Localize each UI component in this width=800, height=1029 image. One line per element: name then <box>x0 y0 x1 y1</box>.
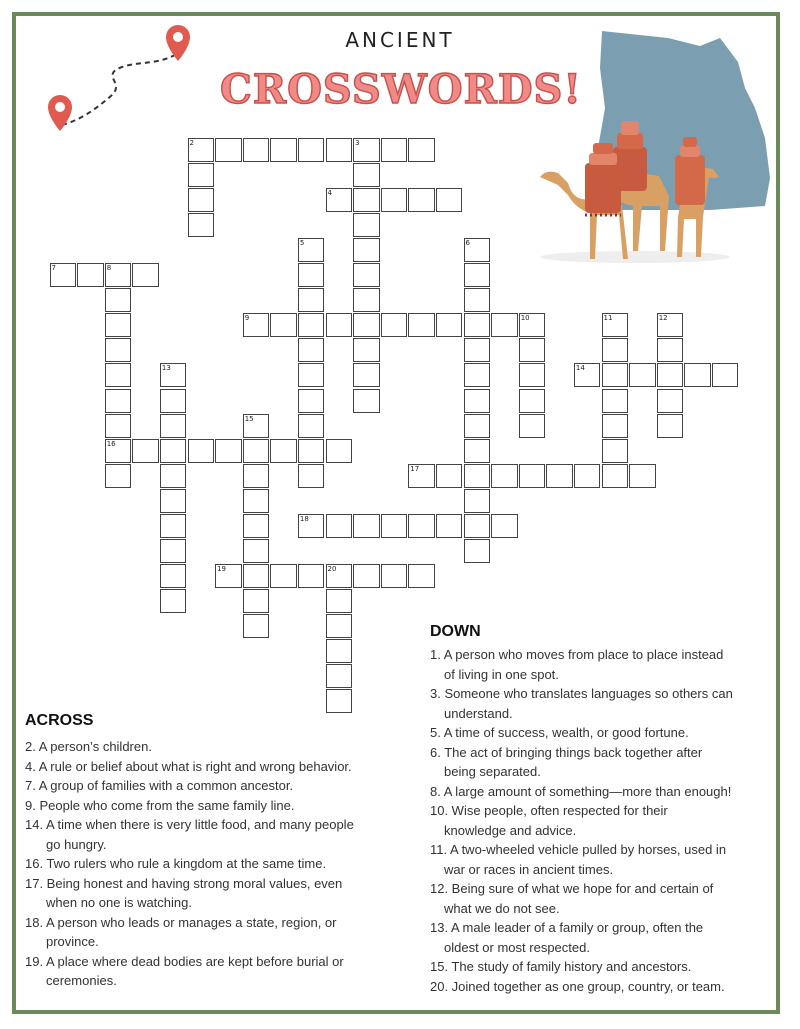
grid-clue-number: 11 <box>603 314 613 323</box>
grid-cell[interactable] <box>298 288 325 312</box>
grid-cell[interactable] <box>353 238 380 262</box>
grid-cell[interactable] <box>491 313 518 337</box>
grid-cell[interactable] <box>326 614 353 638</box>
grid-cell[interactable] <box>602 363 629 387</box>
grid-cell[interactable] <box>657 363 684 387</box>
clue-item <box>25 815 354 854</box>
clue-item <box>25 776 293 796</box>
grid-cell[interactable] <box>298 464 325 488</box>
clue-line: 20. Joined together as one group, country, or team. <box>430 978 725 994</box>
grid-cell[interactable] <box>436 313 463 337</box>
clue-line: 14. A time when there is very little food, and many people <box>25 817 354 832</box>
clue-line: 9. People who come from the same family line. <box>25 797 295 813</box>
title-ancient: ANCIENT <box>345 28 455 52</box>
grid-cell[interactable] <box>629 464 656 488</box>
grid-cell[interactable] <box>326 514 353 538</box>
grid-cell[interactable] <box>298 414 325 438</box>
grid-cell[interactable] <box>243 514 270 538</box>
grid-cell[interactable] <box>353 263 380 287</box>
clue-item <box>25 874 342 913</box>
grid-cell[interactable] <box>160 439 187 463</box>
grid-cell[interactable] <box>270 439 297 463</box>
grid-cell[interactable] <box>408 514 435 538</box>
grid-cell[interactable] <box>436 464 463 488</box>
clue-item <box>430 782 731 802</box>
grid-cell[interactable] <box>326 689 353 713</box>
grid-cell[interactable] <box>298 363 325 387</box>
grid-clue-number: 12 <box>658 314 668 323</box>
title-crosswords: CROSSWORDS! <box>220 66 582 113</box>
grid-cell[interactable] <box>298 389 325 413</box>
clue-line-continued: when no one is watching. <box>46 895 192 910</box>
grid-cell[interactable] <box>408 188 435 212</box>
grid-cell[interactable] <box>243 489 270 513</box>
grid-cell[interactable] <box>160 564 187 588</box>
grid-cell[interactable] <box>188 213 215 237</box>
grid-cell[interactable] <box>188 163 215 187</box>
clue-line-continued: ceremonies. <box>46 973 117 988</box>
grid-cell[interactable] <box>657 414 684 438</box>
grid-cell[interactable] <box>243 138 270 162</box>
grid-cell[interactable] <box>408 313 435 337</box>
clue-item <box>430 977 725 997</box>
clue-item <box>430 957 691 977</box>
clue-line-continued: what we do not see. <box>444 900 560 916</box>
grid-cell[interactable] <box>464 313 491 337</box>
grid-cell[interactable] <box>105 363 132 387</box>
grid-cell[interactable] <box>381 514 408 538</box>
grid-cell[interactable] <box>105 288 132 312</box>
grid-cell[interactable] <box>188 188 215 212</box>
grid-cell[interactable] <box>298 439 325 463</box>
grid-cell[interactable] <box>270 564 297 588</box>
clue-line: 4. A rule or belief about what is right and wrong behavior. <box>25 758 352 774</box>
grid-cell[interactable] <box>464 539 491 563</box>
grid-cell[interactable] <box>160 539 187 563</box>
grid-cell[interactable] <box>353 288 380 312</box>
grid-cell[interactable] <box>326 313 353 337</box>
grid-cell[interactable] <box>188 439 215 463</box>
clue-line: 2. A person’s children. <box>25 739 152 754</box>
grid-cell[interactable] <box>464 263 491 287</box>
grid-cell[interactable] <box>298 138 325 162</box>
grid-cell[interactable] <box>298 338 325 362</box>
grid-cell[interactable] <box>353 313 380 337</box>
grid-cell[interactable] <box>326 138 353 162</box>
grid-cell[interactable] <box>160 389 187 413</box>
grid-cell[interactable] <box>464 389 491 413</box>
grid-clue-number: 15 <box>244 414 254 423</box>
grid-cell[interactable] <box>243 539 270 563</box>
grid-cell[interactable] <box>712 363 739 387</box>
grid-cell[interactable] <box>353 338 380 362</box>
grid-cell[interactable] <box>381 138 408 162</box>
clue-line: 5. A time of success, wealth, or good fortune. <box>430 725 689 740</box>
grid-clue-number: 20 <box>327 564 337 573</box>
grid-clue-number: 7 <box>51 264 56 273</box>
grid-cell[interactable] <box>215 138 242 162</box>
grid-cell[interactable] <box>243 464 270 488</box>
grid-cell[interactable] <box>464 464 491 488</box>
grid-cell[interactable] <box>243 589 270 613</box>
grid-cell[interactable] <box>519 363 546 387</box>
grid-cell[interactable] <box>298 564 325 588</box>
grid-clue-number: 4 <box>327 189 332 198</box>
clue-line: 12. Being sure of what we hope for and certain of <box>430 881 714 896</box>
clue-line-continued: province. <box>46 934 99 949</box>
clue-line: 7. A group of families with a common ancestor. <box>25 778 294 793</box>
clue-item <box>430 684 733 723</box>
clue-item <box>25 757 352 777</box>
grid-cell[interactable] <box>381 188 408 212</box>
clue-item <box>430 743 702 782</box>
grid-cell[interactable] <box>381 564 408 588</box>
grid-cell[interactable] <box>326 664 353 688</box>
grid-cell[interactable] <box>436 188 463 212</box>
grid-cell[interactable] <box>353 163 380 187</box>
grid-cell[interactable] <box>105 313 132 337</box>
clue-item <box>430 918 703 957</box>
grid-cell[interactable] <box>629 363 656 387</box>
grid-cell[interactable] <box>160 514 187 538</box>
grid-cell[interactable] <box>326 589 353 613</box>
grid-cell[interactable] <box>243 439 270 463</box>
clue-line: 18. A person who leads or manages a state, region, or <box>25 914 337 930</box>
clue-item <box>430 723 689 743</box>
clue-item <box>25 952 344 991</box>
grid-cell[interactable] <box>160 414 187 438</box>
grid-cell[interactable] <box>602 389 629 413</box>
grid-cell[interactable] <box>353 188 380 212</box>
grid-cell[interactable] <box>684 363 711 387</box>
clue-line: 8. A large amount of something—more than enough! <box>430 783 732 799</box>
clue-item <box>430 801 668 840</box>
grid-clue-number: 14 <box>575 364 585 373</box>
grid-cell[interactable] <box>464 338 491 362</box>
grid-cell[interactable] <box>491 464 518 488</box>
grid-cell[interactable] <box>105 464 132 488</box>
grid-cell[interactable] <box>353 213 380 237</box>
clue-item <box>25 913 336 952</box>
grid-cell[interactable] <box>381 313 408 337</box>
grid-clue-number: 9 <box>244 314 250 323</box>
grid-cell[interactable] <box>270 138 297 162</box>
clue-line-continued: being separated. <box>444 764 541 779</box>
grid-clue-number: 3 <box>355 139 360 147</box>
grid-cell[interactable] <box>160 589 187 613</box>
grid-cell[interactable] <box>519 389 546 413</box>
clue-line-continued: understand. <box>444 705 513 721</box>
clue-line: 13. A male leader of a family or group, often the <box>430 920 704 935</box>
grid-clue-number: 18 <box>299 514 309 523</box>
grid-cell[interactable] <box>464 414 491 438</box>
grid-cell[interactable] <box>77 263 104 287</box>
clue-item <box>430 879 713 918</box>
grid-cell[interactable] <box>519 464 546 488</box>
grid-cell[interactable] <box>243 614 270 638</box>
clue-item <box>430 645 723 684</box>
grid-clue-number: 19 <box>217 564 227 573</box>
grid-cell[interactable] <box>298 263 325 287</box>
grid-cell[interactable] <box>436 514 463 538</box>
grid-cell[interactable] <box>105 389 132 413</box>
grid-cell[interactable] <box>353 564 380 588</box>
clue-line: 6. The act of bringing things back together after <box>430 744 703 760</box>
grid-cell[interactable] <box>491 514 518 538</box>
grid-cell[interactable] <box>602 439 629 463</box>
grid-cell[interactable] <box>602 464 629 488</box>
grid-cell[interactable] <box>519 414 546 438</box>
clue-line-continued: oldest or most respected. <box>444 939 590 955</box>
clue-item <box>25 854 326 874</box>
clue-item <box>25 796 295 816</box>
grid-cell[interactable] <box>464 439 491 463</box>
grid-clue-number: 13 <box>161 364 171 373</box>
grid-clue-number: 8 <box>106 264 112 273</box>
camel-caravan-icon <box>535 115 735 265</box>
clue-line-continued: of living in one spot. <box>444 666 559 682</box>
grid-cell[interactable] <box>298 313 325 337</box>
clue-line: 11. A two-wheeled vehicle pulled by horses, used in <box>430 842 727 857</box>
grid-clue-number: 17 <box>410 464 420 473</box>
grid-cell[interactable] <box>215 439 242 463</box>
grid-clue-number: 16 <box>106 439 116 448</box>
clue-line: 16. Two rulers who rule a kingdom at the same time. <box>25 856 327 871</box>
grid-cell[interactable] <box>464 288 491 312</box>
grid-clue-number: 6 <box>465 239 470 248</box>
grid-cell[interactable] <box>574 464 601 488</box>
clue-item <box>430 840 726 879</box>
grid-cell[interactable] <box>464 514 491 538</box>
grid-cell[interactable] <box>657 389 684 413</box>
grid-cell[interactable] <box>160 464 187 488</box>
grid-cell[interactable] <box>270 313 297 337</box>
grid-clue-number: 5 <box>299 239 305 248</box>
clue-line: 15. The study of family history and ancestors. <box>430 959 692 974</box>
grid-cell[interactable] <box>132 439 159 463</box>
clue-line: 19. A place where dead bodies are kept before burial or <box>25 953 344 969</box>
grid-cell[interactable] <box>464 363 491 387</box>
location-pins-icon <box>40 25 210 140</box>
clue-line: 17. Being honest and having strong moral values, even <box>25 875 343 891</box>
grid-cell[interactable] <box>326 439 353 463</box>
down-heading: DOWN <box>430 623 481 640</box>
grid-clue-number: 10 <box>520 314 530 323</box>
grid-cell[interactable] <box>546 464 573 488</box>
grid-cell[interactable] <box>408 564 435 588</box>
grid-cell[interactable] <box>353 389 380 413</box>
grid-cell[interactable] <box>408 138 435 162</box>
clue-item <box>25 737 152 757</box>
grid-cell[interactable] <box>519 338 546 362</box>
grid-cell[interactable] <box>657 338 684 362</box>
clue-line: 1. A person who moves from place to place instead <box>430 647 724 662</box>
grid-clue-number: 2 <box>189 139 194 147</box>
grid-cell[interactable] <box>160 489 187 513</box>
grid-cell[interactable] <box>602 414 629 438</box>
grid-cell[interactable] <box>353 514 380 538</box>
grid-cell[interactable] <box>326 639 353 663</box>
grid-cell[interactable] <box>105 338 132 362</box>
grid-cell[interactable] <box>132 263 159 287</box>
clue-line-continued: go hungry. <box>46 836 107 852</box>
grid-cell[interactable] <box>353 363 380 387</box>
clue-line: 3. Someone who translates languages so others can <box>430 686 733 701</box>
grid-cell[interactable] <box>602 338 629 362</box>
grid-cell[interactable] <box>464 489 491 513</box>
clue-line-continued: knowledge and advice. <box>444 822 577 838</box>
across-heading: ACROSS <box>25 712 94 729</box>
clue-line-continued: war or races in ancient times. <box>444 861 614 877</box>
clue-line: 10. Wise people, often respected for their <box>430 803 668 818</box>
grid-cell[interactable] <box>243 564 270 588</box>
grid-cell[interactable] <box>105 414 132 438</box>
